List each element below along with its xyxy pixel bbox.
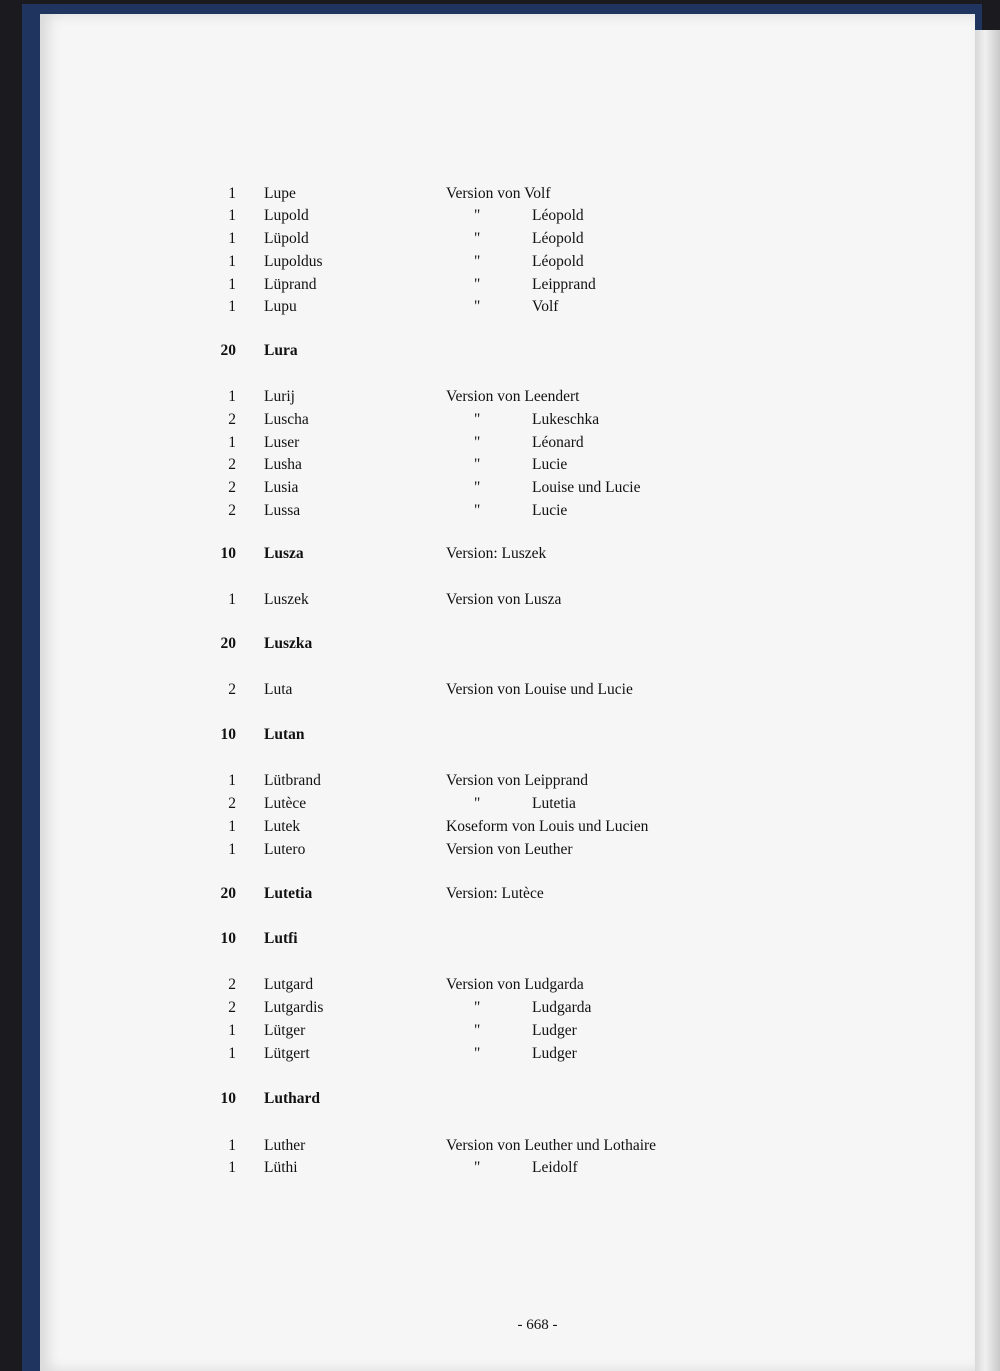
list-entry [0,770,1000,792]
entry-count: 2 [228,411,236,428]
entry-name: Lutgardis [264,999,324,1016]
list-entry [0,793,1000,815]
ditto-mark: " [474,795,481,812]
entry-description: Version von Leendert [446,388,580,405]
entry-count: 1 [228,1159,236,1176]
entry-count: 2 [228,681,236,698]
entry-count: 1 [228,1045,236,1062]
ditto-mark: " [474,298,481,315]
entry-count: 1 [228,1022,236,1039]
list-entry [0,386,1000,408]
entry-description: Léopold [532,253,584,270]
page-number: - 668 - [517,1317,558,1333]
entry-count: 20 [220,635,236,652]
entry-name: Lutgard [264,976,314,993]
list-entry [0,205,1000,227]
entry-count: 1 [228,230,236,247]
list-entry [0,1020,1000,1042]
list-entry [0,679,1000,701]
entry-name: Lütgert [264,1045,310,1062]
list-entry [0,274,1000,296]
ditto-mark: " [474,1022,481,1039]
ditto-mark: " [474,999,481,1016]
entry-name: Lusha [264,456,302,473]
list-entry [0,974,1000,996]
heading-entry [0,883,1000,905]
heading-entry [0,1088,1000,1110]
ditto-mark: " [474,230,481,247]
entry-description: Ludger [532,1045,577,1062]
ditto-mark: " [474,207,481,224]
entry-name: Luther [264,1137,306,1154]
entry-description: Leipprand [532,276,596,293]
list-entry [0,251,1000,273]
entry-description: Léopold [532,207,584,224]
entry-name: Lupoldus [264,253,323,270]
entry-description: Version von Leuther [446,841,573,858]
entry-description: Koseform von Louis und Lucien [446,818,649,835]
entry-name: Luscha [264,411,309,428]
entry-name: Lüprand [264,276,317,293]
entry-count: 1 [228,591,236,608]
entry-name: Lutfi [264,930,298,947]
list-entry [0,500,1000,522]
entry-count: 2 [228,479,236,496]
entry-name: Lütbrand [264,772,321,789]
entry-name: Lutetia [264,885,313,902]
entry-count: 1 [228,388,236,405]
entry-name: Lütger [264,1022,306,1039]
entry-description: Version von Leipprand [446,772,589,789]
entry-name: Luszka [264,635,313,652]
entry-description: Léopold [532,230,584,247]
list-entry [0,816,1000,838]
list-entry [0,477,1000,499]
entry-name: Lutero [264,841,306,858]
entry-count: 1 [228,298,236,315]
heading-entry [0,633,1000,655]
entry-count: 1 [228,772,236,789]
entry-description: Lutetia [532,795,576,812]
entry-description: Version von Louise und Lucie [446,681,633,698]
entry-count: 2 [228,502,236,519]
entry-name: Luser [264,434,300,451]
ditto-mark: " [474,456,481,473]
entry-description: Léonard [532,434,584,451]
list-entry [0,454,1000,476]
entry-name: Lüpold [264,230,309,247]
entry-description: Version von Lusza [446,591,562,608]
entry-name: Luta [264,681,293,698]
list-entry [0,183,1000,205]
entry-count: 1 [228,207,236,224]
ditto-mark: " [474,1159,481,1176]
entry-name: Lüthi [264,1159,298,1176]
entry-description: Lucie [532,502,568,519]
entry-description: Ludgarda [532,999,592,1016]
entry-name: Lussa [264,502,301,519]
entry-name: Luszek [264,591,309,608]
ditto-mark: " [474,434,481,451]
entry-count: 1 [228,185,236,202]
entry-count: 10 [220,726,236,743]
entry-name: Lutan [264,726,305,743]
entry-count: 1 [228,1137,236,1154]
heading-entry [0,340,1000,362]
entry-description: Lucie [532,456,568,473]
list-entry [0,1157,1000,1179]
entry-name: Luthard [264,1090,320,1107]
entry-description: Lukeschka [532,411,600,428]
entry-name: Lura [264,342,298,359]
entry-count: 10 [220,1090,236,1107]
entry-description: Ludger [532,1022,577,1039]
entry-name: Lurij [264,388,295,405]
entry-count: 10 [220,545,236,562]
heading-entry [0,724,1000,746]
entry-description: Version von Leuther und Lothaire [446,1137,657,1154]
list-entry [0,432,1000,454]
list-entry [0,228,1000,250]
entry-count: 20 [220,885,236,902]
list-entry [0,409,1000,431]
heading-entry [0,928,1000,950]
entry-count: 1 [228,841,236,858]
ditto-mark: " [474,276,481,293]
list-entry [0,997,1000,1019]
entry-count: 1 [228,818,236,835]
entry-name: Lupe [264,185,296,202]
ditto-mark: " [474,411,481,428]
entry-description: Version: Lutèce [446,885,544,902]
entry-count: 2 [228,795,236,812]
entry-name: Lusia [264,479,299,496]
entry-count: 1 [228,434,236,451]
heading-entry [0,543,1000,565]
entry-name: Lusza [264,545,304,562]
ditto-mark: " [474,502,481,519]
entry-count: 2 [228,976,236,993]
entry-description: Volf [532,298,559,315]
entry-name: Lutek [264,818,301,835]
list-entry [0,1135,1000,1157]
entry-name: Lutèce [264,795,307,812]
list-entry [0,589,1000,611]
entry-description: Version von Ludgarda [446,976,584,993]
entry-name: Lupu [264,298,297,315]
entry-description: Louise und Lucie [532,479,641,496]
entry-name: Lupold [264,207,309,224]
list-entry [0,839,1000,861]
entry-count: 20 [220,342,236,359]
entry-count: 1 [228,253,236,270]
entry-description: Version von Volf [446,185,551,202]
ditto-mark: " [474,1045,481,1062]
entry-description: Version: Luszek [446,545,547,562]
list-entry [0,1043,1000,1065]
ditto-mark: " [474,479,481,496]
entry-description: Leidolf [532,1159,578,1176]
entry-count: 2 [228,456,236,473]
entry-count: 1 [228,276,236,293]
entry-count: 10 [220,930,236,947]
list-entry [0,296,1000,318]
ditto-mark: " [474,253,481,270]
entry-count: 2 [228,999,236,1016]
